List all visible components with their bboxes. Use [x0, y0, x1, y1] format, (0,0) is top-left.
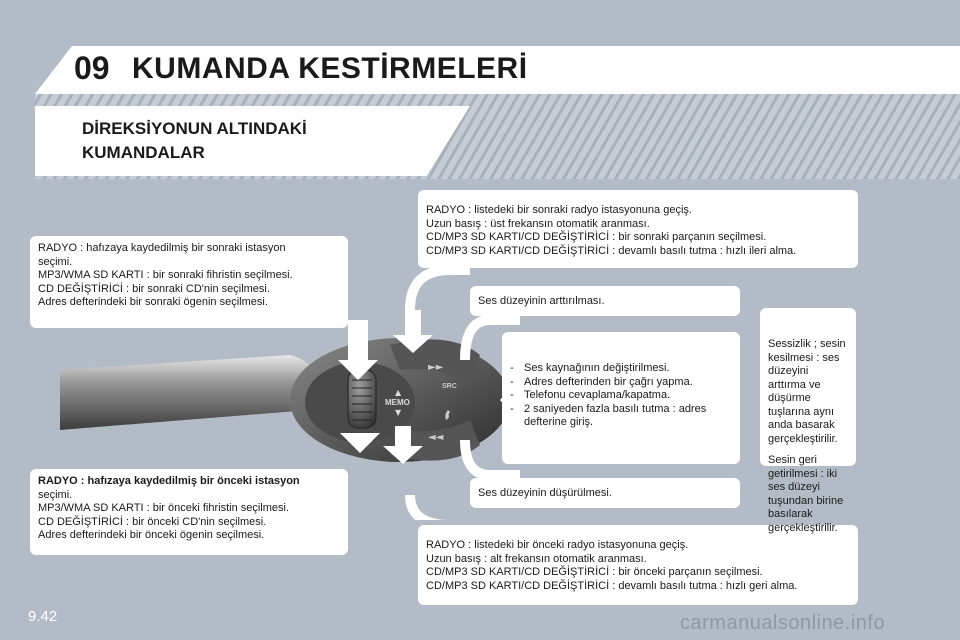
chapter-number: 09	[74, 50, 110, 86]
watermark: carmanualsonline.info	[680, 612, 886, 634]
memo-up-icon: ▲	[395, 388, 402, 397]
next-icon: ►►	[428, 362, 444, 373]
connector-top-right	[410, 270, 470, 310]
info-heading-previous-preset: RADYO : hafızaya kaydedilmiş bir önceki istasyon	[38, 475, 300, 487]
source-button-list	[510, 362, 732, 430]
list-item: - 2 saniyeden fazla basılı tutma : adres defterine giriş.	[510, 402, 707, 428]
info-text-previous-preset: seçimi. MP3/WMA SD KARTI : bir önceki fihristin seçilmesi. CD DEĞİŞTİRİCİ : bir önceki CD'nin seçilmesi. Adres defterindeki bir önceki ögenin seçilmesi.	[38, 488, 290, 541]
section-title-line2: KUMANDALAR	[82, 143, 205, 162]
prev-icon: ◄◄	[428, 432, 444, 443]
info-text-volume-up: Ses düzeyinin arttırılması.	[478, 295, 605, 307]
info-text-next-station: RADYO : listedeki bir sonraki radyo istasyonuna geçiş. Uzun basış : üst frekansın otomatik aranması. CD/MP3 SD KARTI/CD DEĞİŞTİRİCİ : bir sonraki parçanın seçilmesi. CD/MP3 SD KARTI/CD DEĞİŞTİRİCİ : devamlı basılı tutma : hızlı ileri alma.	[426, 204, 797, 257]
page-number: 9.42	[28, 608, 58, 625]
section-title	[82, 117, 382, 165]
list-item: - Telefonu cevaplama/kapatma.	[510, 389, 671, 401]
list-item: - Adres defterinden bir çağrı yapma.	[510, 375, 693, 388]
info-box-previous-station	[418, 525, 858, 605]
info-box-volume-down	[470, 478, 740, 508]
section-title-line1: DİREKSİYONUN ALTINDAKİ	[82, 119, 307, 138]
src-label: SRC	[442, 383, 457, 390]
info-box-mute	[760, 308, 856, 534]
info-text-mute: Sessizlik ; sesin kesilmesi : ses düzeyini arttırma ve düşürme tuşlarına aynı anda basarak gerçekleştirilir.	[768, 338, 846, 445]
info-text-volume-down: Ses düzeyinin düşürülmesi.	[478, 487, 612, 499]
info-box-previous-preset	[30, 469, 348, 555]
info-box-volume-up	[470, 286, 740, 316]
memo-label: MEMO	[385, 398, 410, 407]
info-box-next-preset	[30, 236, 348, 328]
connector-bottom-right	[410, 495, 450, 520]
info-text-next-preset: RADYO : hafızaya kaydedilmiş bir sonraki istasyon seçimi. MP3/WMA SD KARTI : bir sonraki fihristin seçilmesi. CD DEĞİŞTİRİCİ : bir sonraki CD'nin seçilmesi. Adres defterindeki bir sonraki ögenin seçilmesi.	[38, 242, 293, 308]
info-box-next-station	[418, 190, 858, 268]
info-text-previous-station: RADYO : listedeki bir önceki radyo istasyonuna geçiş. Uzun basış : alt frekansın otomatik aranması. CD/MP3 SD KARTI/CD DEĞİŞTİRİCİ : bir önceki parçanın seçilmesi. CD/MP3 SD KARTI/CD DEĞİŞTİRİCİ : devamlı basılı tutma : hızlı geri alma.	[426, 539, 798, 592]
stalk-shaft	[60, 355, 315, 430]
volume-wheel	[348, 370, 376, 428]
memo-down-icon: ▼	[395, 408, 402, 417]
list-item: - Ses kaynağının değiştirilmesi.	[510, 362, 670, 374]
info-text-unmute: Sesin geri getirilmesi : iki ses düzeyi tuşundan birine basılarak gerçekleştirilir.	[768, 454, 844, 534]
chapter-title: KUMANDA KESTİRMELERİ	[132, 52, 528, 85]
info-box-source-button	[502, 332, 740, 464]
